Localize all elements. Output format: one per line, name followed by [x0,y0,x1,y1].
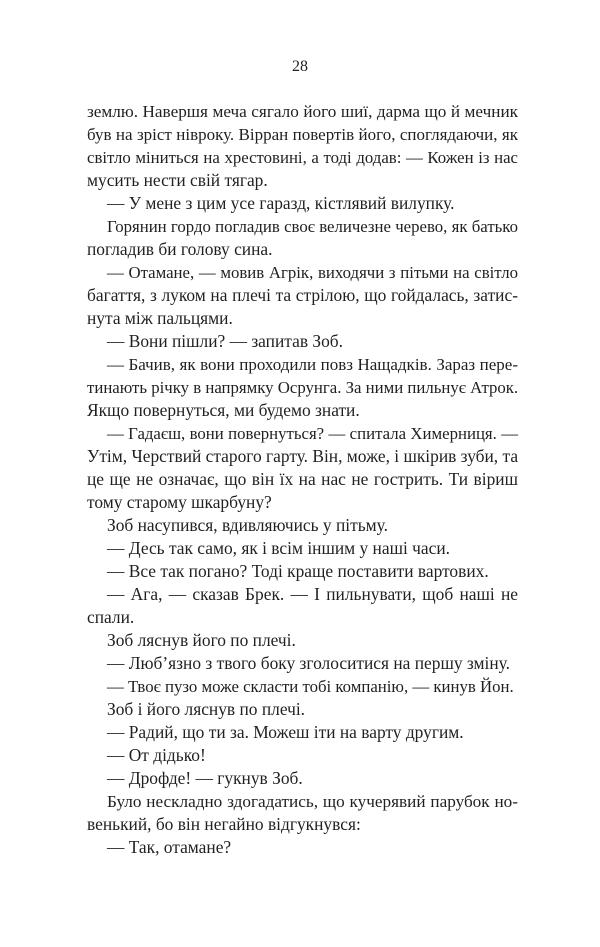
book-text [87,100,518,859]
text-line: Якщо повернуться, ми будемо знати. [87,400,360,420]
text-line: — Гадаєш, вони повернуться? — спитала Химерниця. — [107,424,518,443]
page-number: 28 [292,58,308,75]
text-line: тому старому шкарбуну? [87,492,272,512]
text-line: — Бачив, як вони проходили повз Нащадків. Зараз пере- [107,355,518,374]
text-line: — Радий, що ти за. Можеш іти на варту другим. [107,722,464,742]
text-line: — От дідько! [107,745,206,765]
text-line: — Дрофде! — гукнув Зоб. [107,768,303,788]
text-line: це ще не означає, що він їх на нас не гострить. Ти віриш [87,469,518,489]
text-line: тинають річку в напрямку Осрунга. За ними пильнує Атрок. [87,378,519,397]
text-line: багаття, з луком на плечі та стрілою, що гойдалась, затис- [87,285,518,305]
text-line: Було нескладно здогадатись, що кучерявий парубок но- [107,792,518,811]
text-line: землю. Навершя меча сягало його шиї, дарма що й мечник [87,102,518,121]
text-line: Утім, Черствий старого гарту. Він, може, і шкірив зуби, та [87,446,519,466]
text-line: спали. [87,607,135,627]
text-line: погладив би голову сина. [87,239,273,259]
text-line: світло міниться на хрестовині, а тоді додав: — Кожен із нас [87,148,518,167]
text-line: нута між пальцями. [87,308,233,328]
text-line: Зоб ляснув його по плечі. [107,630,296,650]
text-line: — Так, отамане? [107,837,232,857]
text-line: — Твоє пузо може скласти тобі компанію, — кинув Йон. [107,677,514,696]
text-line: Горянин гордо погладив своє величезне черево, як батько [107,217,518,236]
text-line: мусить нести свій тягар. [87,170,268,190]
text-line: Зоб насупився, вдивляючись у пітьму. [107,515,388,535]
text-line: — Ага, — сказав Брек. — І пильнувати, щоб наші не [107,584,518,604]
text-line: — Вони пішли? — запитав Зоб. [107,331,343,351]
text-line: венький, бо він негайно відгукнувся: [87,814,361,834]
text-line: — У мене з цим усе гаразд, кістлявий вилупку. [107,193,455,213]
text-line: — Все так погано? Тоді краще поставити вартових. [107,561,489,581]
text-line: — Десь так само, як і всім іншим у наші часи. [107,538,450,558]
text-line: був на зріст нівроку. Вірран повертів його, споглядаючи, як [87,125,518,144]
text-line: Зоб і його ляснув по плечі. [107,699,306,719]
text-line: — Люб’язно з твого боку зголоситися на першу зміну. [107,653,510,673]
text-line: — Отамане, — мовив Агрік, виходячи з пітьми на світло [107,263,518,282]
